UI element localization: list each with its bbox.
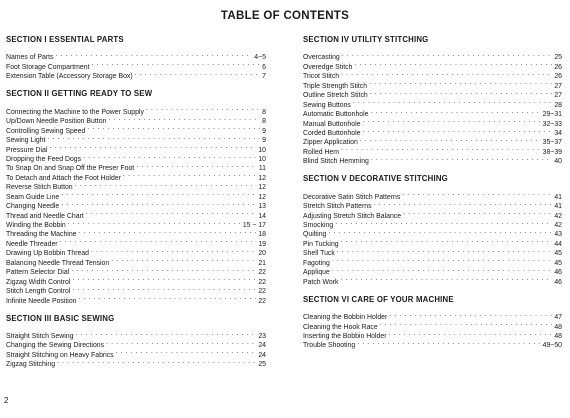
entry-page: 45 [554, 250, 562, 258]
entry-title: Overedge Stitch [303, 63, 353, 71]
entry-title: Straight Stitch Sewing [6, 332, 74, 340]
entry-page: 13 [258, 203, 266, 211]
dot-leader [337, 246, 553, 255]
toc-entry [303, 227, 562, 239]
entry-page: 44 [554, 240, 562, 248]
entry-title: To Snap On and Snap Off the Preser Foot [6, 165, 135, 173]
entry-page: 46 [554, 278, 562, 286]
dot-leader [61, 199, 256, 208]
toc-entry [303, 246, 562, 258]
dot-leader [389, 310, 552, 319]
dot-leader [68, 218, 241, 227]
dot-leader [78, 293, 256, 302]
entry-title: Adjusting Stretch Stitch Balance [303, 212, 402, 220]
toc-entry [303, 59, 562, 71]
dot-leader [47, 133, 260, 142]
toc-section [6, 88, 266, 305]
dot-leader [61, 189, 256, 198]
entry-page: 10 [258, 155, 266, 163]
entry-title: Up/Down Needle Position Button [6, 118, 107, 126]
dot-leader [371, 154, 552, 163]
entry-title: Automatic Buttonhole [303, 111, 369, 119]
entry-page: 42 [554, 222, 562, 229]
entry-title: Pressure Dial [6, 146, 48, 154]
toc-entry [303, 154, 562, 166]
entry-title: Dropping the Feed Dogs [6, 155, 82, 163]
entry-page: 12 [258, 174, 266, 182]
entry-title: Winding the Bobbin [6, 222, 66, 229]
dot-leader [328, 227, 552, 236]
entry-page: 35~37 [542, 139, 562, 147]
entry-title: Corded Buttonhole [303, 129, 361, 137]
entry-title: Threading the Machine [6, 231, 77, 239]
entry-page: 41 [554, 193, 562, 201]
entry-title: Changing Needle [6, 203, 60, 211]
toc-section [6, 34, 266, 81]
entry-title: Zipper Application [303, 139, 358, 147]
section-heading: SECTION IV UTILITY STITCHING [303, 35, 429, 44]
toc-entry [303, 50, 562, 62]
left-column [6, 34, 266, 376]
entry-title: Fagoting [303, 259, 330, 267]
entry-page: 18 [258, 231, 266, 239]
entry-page: 4~5 [254, 54, 266, 62]
entry-title: Overcasting [303, 54, 340, 62]
dot-leader [116, 347, 257, 356]
entry-page: 21 [258, 259, 266, 267]
entry-title: Trouble Shooting [303, 342, 356, 350]
entry-page: 22 [258, 278, 266, 286]
entry-page: 48 [554, 332, 562, 340]
entry-page: 6 [262, 63, 266, 71]
entry-title: Sewing Light [6, 137, 46, 145]
toc-entry [303, 255, 562, 267]
entry-page: 14 [258, 212, 266, 220]
toc-section [303, 34, 562, 166]
entry-title: Manual Buttonhole [303, 120, 361, 128]
entry-title: Triple Strength Stitch [303, 82, 368, 90]
dot-leader [370, 88, 553, 97]
entry-page: 24 [258, 351, 266, 359]
entry-page: 23 [258, 332, 266, 340]
entry-page: 20 [258, 250, 266, 258]
entry-page: 47 [554, 314, 562, 322]
entry-title: Names of Parts [6, 54, 54, 62]
entry-page: 25 [554, 54, 562, 62]
entry-title: Outline Stretch Stitch [303, 92, 368, 100]
entry-title: Smocking [303, 222, 334, 229]
dot-leader [353, 97, 552, 106]
entry-page: 19 [258, 240, 266, 248]
entry-page: 24 [258, 342, 266, 350]
section-heading: SECTION II GETTING READY TO SEW [6, 89, 153, 99]
entry-page: 28 [554, 101, 562, 109]
toc-entry [303, 265, 562, 277]
entry-page: 9 [262, 137, 266, 145]
dot-leader [108, 114, 260, 123]
dot-leader [92, 59, 261, 68]
dot-leader [341, 69, 552, 78]
dot-leader [332, 255, 553, 264]
entry-title: Stitch Length Control [6, 288, 71, 296]
entry-title: Straight Stitching on Heavy Fabrics [6, 351, 114, 359]
toc-section [6, 313, 266, 367]
toc-entry [6, 104, 266, 116]
entry-page: 41 [554, 203, 562, 211]
section-heading: SECTION VI CARE OF YOUR MACHINE [303, 294, 454, 304]
dot-leader [369, 78, 552, 87]
dot-leader [357, 338, 540, 347]
dot-leader [72, 284, 256, 293]
dot-leader [362, 116, 540, 125]
entry-page: 10 [258, 146, 266, 154]
entry-title: Zigzag Width Control [6, 278, 71, 286]
dot-leader [374, 199, 553, 208]
entry-page: 34 [554, 129, 562, 137]
dot-leader [342, 50, 553, 59]
dot-leader [111, 255, 256, 264]
section-heading: SECTION V DECORATIVE STITCHING [303, 174, 448, 184]
dot-leader [371, 107, 541, 116]
toc-entry [303, 218, 562, 227]
dot-leader [75, 329, 256, 338]
toc-entry [303, 189, 562, 201]
entry-page: 38~39 [542, 148, 562, 156]
entry-title: Pattern Selector Dial [6, 269, 70, 277]
entry-page: 12 [258, 193, 266, 201]
section-heading: SECTION I ESSENTIAL PARTS [6, 35, 124, 44]
toc-entry [303, 78, 562, 90]
toc-entry [6, 50, 266, 62]
entry-title: Shell Tuck [303, 250, 335, 258]
entry-page: 27 [554, 92, 562, 100]
entry-title: Blind Stitch Hemming [303, 158, 369, 166]
dot-leader [354, 59, 552, 68]
entry-title: Pin Tucking [303, 240, 339, 248]
entry-page: 29~31 [542, 111, 562, 119]
toc-entry [6, 329, 266, 338]
entry-title: To Detach and Attach the Foot Holder [6, 174, 121, 182]
dot-leader [57, 357, 256, 366]
entry-title: Extension Table (Accessory Storage Box) [6, 73, 133, 81]
dot-leader [362, 126, 552, 135]
entry-page: 45 [554, 259, 562, 267]
entry-title: Decorative Satin Stitch Patterns [303, 193, 401, 201]
dot-leader [402, 189, 552, 198]
entry-title: Connecting the Machine to the Power Supply [6, 108, 144, 116]
entry-title: Foot Storage Compartment [6, 63, 90, 71]
entry-page: 22 [258, 269, 266, 277]
section-heading: SECTION III BASIC SEWING [6, 313, 115, 323]
entry-title: Cleaning the Bobbin Holder [303, 314, 388, 322]
dot-leader [49, 142, 256, 151]
toc-entry [303, 69, 562, 81]
entry-page: 49~50 [542, 342, 562, 350]
dot-leader [332, 265, 553, 274]
dot-leader [87, 123, 260, 132]
entry-title: Patch Work [303, 278, 339, 286]
dot-leader [335, 218, 552, 227]
entry-page: 43 [554, 231, 562, 239]
entry-title: Controlling Sewing Speed [6, 127, 86, 135]
entry-title: Stretch Stitch Patterns [303, 203, 372, 211]
entry-page: 11 [258, 165, 266, 173]
toc-entry [303, 310, 562, 322]
entry-title: Changing the Sewing Directions [6, 342, 105, 350]
toc-entry [303, 236, 562, 248]
dot-leader [341, 274, 553, 283]
dot-leader [136, 161, 257, 170]
dot-leader [146, 104, 260, 113]
entry-page: 8 [262, 108, 266, 116]
entry-title: Infinite Needle Position [6, 297, 77, 305]
dot-leader [403, 208, 552, 217]
entry-title: Balancing Needle Thread Tension [6, 259, 110, 267]
entry-title: Inserting the Bobbin Holder [303, 332, 387, 340]
entry-title: Sewing Buttons [303, 101, 351, 109]
entry-title: Tricot Stitch [303, 73, 340, 81]
entry-title: Drawing Up Bobbin Thread [6, 250, 89, 258]
page-number: 2 [4, 396, 9, 405]
entry-title: Thread and Needle Chart [6, 212, 84, 220]
dot-leader [106, 338, 256, 347]
entry-title: Applique [303, 269, 330, 277]
entry-page: 9 [262, 127, 266, 135]
dot-leader [380, 319, 553, 328]
dot-leader [123, 170, 256, 179]
entry-page: 22 [258, 288, 266, 296]
dot-leader [55, 50, 252, 59]
right-column [303, 34, 562, 357]
entry-page: 12 [258, 184, 266, 192]
entry-page: 27 [554, 82, 562, 90]
entry-page: 42 [554, 212, 562, 220]
dot-leader [341, 144, 541, 153]
page-title: TABLE OF CONTENTS [220, 10, 350, 22]
dot-leader [71, 265, 256, 274]
entry-page: 26 [554, 73, 562, 81]
entry-page: 8 [262, 118, 266, 126]
toc-section [303, 173, 562, 286]
dot-leader [78, 227, 256, 236]
dot-leader [360, 135, 541, 144]
entry-title: Zigzag Stitching [6, 361, 56, 369]
toc-entry [303, 274, 562, 286]
entry-page: 22 [258, 297, 266, 305]
entry-page: 32~33 [542, 120, 562, 128]
entry-page: 46 [554, 269, 562, 277]
dot-leader [83, 152, 256, 161]
dot-leader [86, 208, 257, 217]
toc-section [303, 294, 562, 348]
entry-page: 25 [258, 361, 266, 369]
dot-leader [389, 329, 553, 338]
dot-leader [91, 246, 256, 255]
entry-title: Needle Threader [6, 240, 58, 248]
entry-title: Cleaning the Hook Race [303, 323, 378, 331]
dot-leader [72, 274, 256, 283]
dot-leader [75, 180, 257, 189]
entry-page: 48 [554, 323, 562, 331]
dot-leader [135, 69, 261, 78]
entry-title: Reverse Stitch Button [6, 184, 73, 192]
entry-page: 15 ~ 17 [242, 222, 266, 229]
entry-page: 26 [554, 63, 562, 71]
toc-entry [303, 144, 562, 156]
entry-title: Seam Guide Line [6, 193, 60, 201]
dot-leader [60, 236, 257, 245]
entry-page: 7 [262, 73, 266, 81]
entry-title: Rolled Hem [303, 148, 339, 156]
dot-leader [341, 236, 553, 245]
entry-page: 40 [554, 158, 562, 166]
entry-title: Quilting [303, 231, 327, 239]
